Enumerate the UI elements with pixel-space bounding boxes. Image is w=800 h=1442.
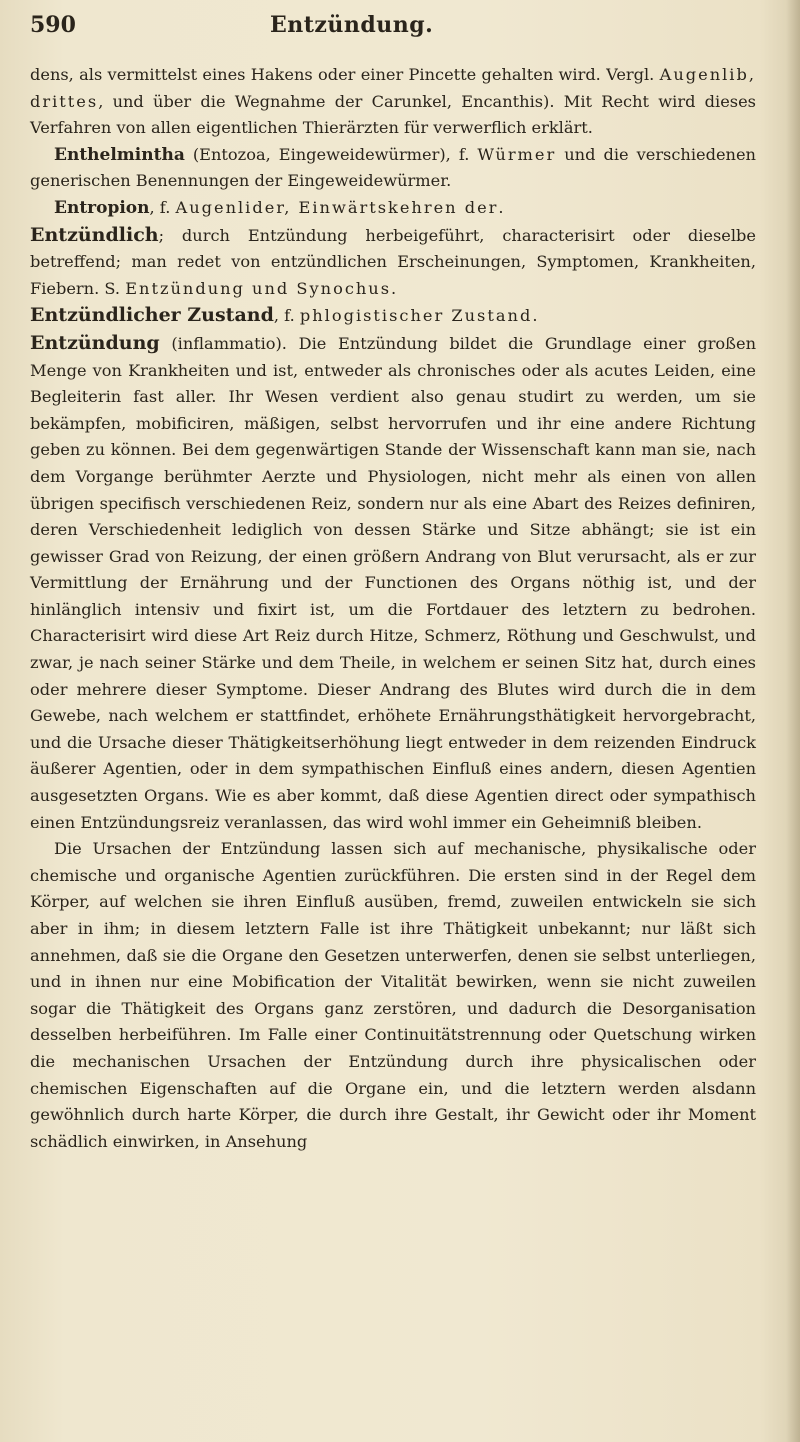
page-header [30, 12, 756, 60]
cross-reference: Würmer [477, 144, 557, 164]
cross-reference: Entzündung und Synochus [125, 278, 392, 298]
text-run: (inflammatio). Die Entzündung bildet die Grundlage einer großen Menge von Krankheiten und ist, entweder als chronisches oder als acutes Leiden, eine Begleiterin fast aller. Ihr Wesen verdient also genau studirt zu werden, um sie bekämpfen, mobificiren, mäßigen, selbst hervorrufen und ihr eine andere Richtung geben zu können. Bei dem gegenwärtigen Stande der Wissenschaft kann man sie, nach dem Vorgange berühmter Aerzte und Physiologen, nicht mehr als einen von allen übrigen specifisch verschiedenen Reiz, sondern nur als eine Abart des Reizes definiren, deren Verschiedenheit lediglich von dessen Stärke und Sitze abhängt; sie ist ein gewisser Grad von Reizung, der einen größern Andrang von Blut verursacht, als er zur Vermittlung der Ernährung und der Functionen des Organs nöthig ist, und der hinlänglich intensiv und fixirt ist, um die Fortdauer des letztern zu bedrohen. Characterisirt wird diese Art Reiz durch Hitze, Schmerz, Röthung und Geschwulst, und zwar, je nach seiner Stärke und dem Theile, in welchem er seinen Sitz hat, durch eines oder mehrere dieser Symptome. Dieser Andrang des Blutes wird durch die in dem Gewebe, nach welchem er stattfindet, erhöhete Ernährungsthätigkeit hervorgebracht, und die Ursache dieser Thätigkeitserhöhung liegt entweder in dem reizenden Eindruck äußerer Agentien, oder in dem sympathischen Einfluß eines andern, diesen Agentien ausgesetzten Organs. Wie es aber kommt, daß diese Agentien direct oder sympathisch einen Entzündungsreiz veranlassen, das wird wohl immer ein Geheimniß bleiben. [30, 333, 756, 832]
entry-lemma: Entzündlicher Zustand [30, 304, 274, 327]
paragraph-p5 [30, 330, 756, 836]
entry-lemma: Enthelmintha [54, 144, 185, 165]
paragraph-p6 [30, 836, 756, 1155]
body-text [30, 62, 756, 1155]
paragraph-p4 [30, 302, 756, 330]
paragraph-p2 [30, 195, 756, 222]
paragraph-p3 [30, 222, 756, 303]
running-head: Entzündung. [270, 12, 434, 38]
page-edge-shadow [786, 0, 800, 1442]
text-run: , f. [149, 197, 176, 217]
entry-lemma: Entzündlich [30, 223, 159, 246]
cross-reference: phlogistischer Zustand [299, 306, 533, 326]
entry-lemma: Entzündung [30, 331, 160, 354]
text-run: und die verschiedenen generischen Benennungen der Eingeweidewürmer. [30, 144, 756, 191]
text-run: , und über die Wegnahme der Carunkel, Encanthis). Mit Recht wird dieses Verfahren von allen eigentlichen Thierärzten für verwerflich erklärt. [30, 91, 756, 138]
page-number: 590 [30, 12, 76, 38]
paragraph-p1 [30, 142, 756, 195]
cross-reference: Augenlib, drittes [30, 65, 756, 111]
text-run: Die Ursachen der Entzündung lassen sich auf mechanische, physikalische oder chemische und organische Agentien zurückführen. Die ersten sind in der Regel dem Körper, auf welchen sie ihren Einfluß ausüben, fremd, zuweilen entwickeln sie sich aber in ihm; in diesem letztern Falle ist ihre Thätigkeit unbekannt; nur läßt sich annehmen, daß sie die Organe den Gesetzen unterwerfen, denen sie selbst unterliegen, und in ihnen nur eine Mobification der Vitalität bewirken, wenn sie nicht zuweilen sogar die Thätigkeit des Organs ganz zerstören, und dadurch die Desorganisation desselben herbeiführen. Im Falle einer Continuitätstrennung oder Quetschung wirken die mechanischen Ursachen der Entzündung durch ihre physicalischen oder chemischen Eigenschaften auf die Organe ein, und die letztern werden alsdann gewöhnlich durch harte Körper, die durch ihre Gestalt, ihr Gewicht oder ihr Moment schädlich einwirken, in Ansehung [30, 839, 756, 1151]
entry-lemma: Entropion [54, 197, 150, 218]
text-run: ; durch Entzündung herbeigeführt, characterisirt oder dieselbe betreffend; man redet von entzündlichen Erscheinungen, Symptomen, Krankheiten, Fiebern. S. [30, 225, 756, 298]
text-run: dens, als vermittelst eines Hakens oder einer Pincette gehalten wird. Vergl. [30, 65, 660, 84]
cross-reference: Augenlider, Einwärtskehren der [175, 197, 499, 217]
text-run: , f. [273, 306, 300, 326]
text-run: . [532, 306, 538, 326]
text-run: . [391, 278, 397, 298]
text-run: . [498, 197, 504, 217]
paragraph-p0 [30, 62, 756, 142]
text-run: (Entozoa, Eingeweidewürmer), f. [184, 144, 478, 164]
